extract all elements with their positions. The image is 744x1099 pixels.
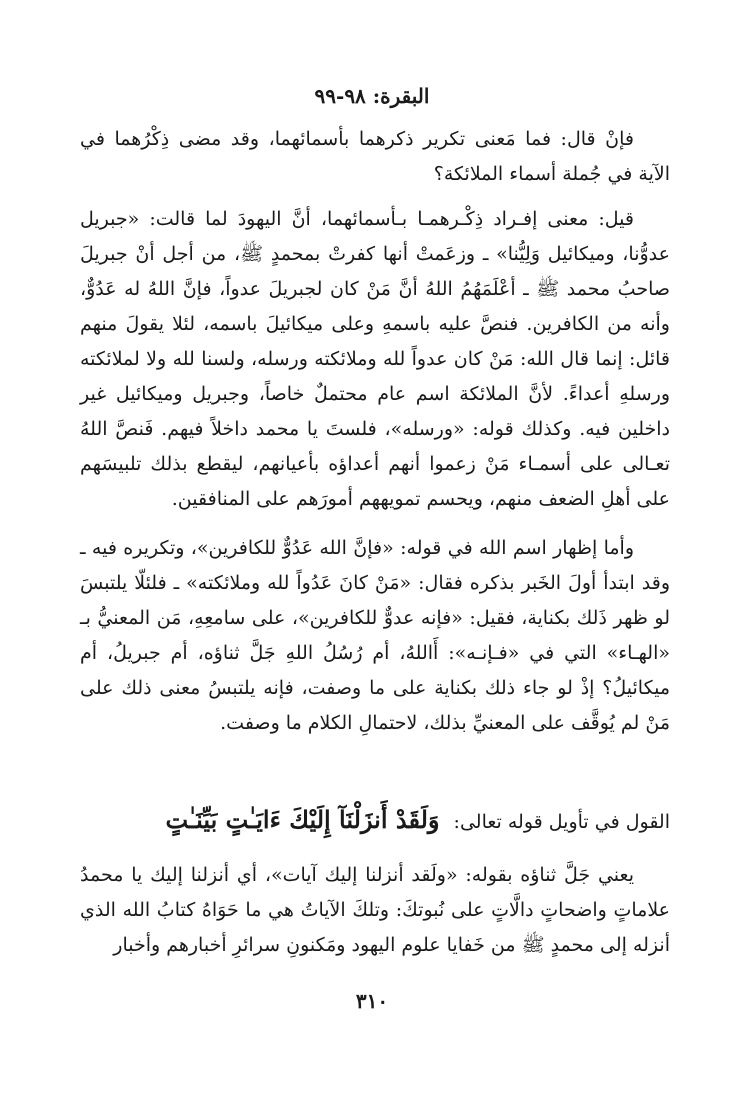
page-number: ٣١٠ xyxy=(355,989,389,1013)
paragraph-interpretation xyxy=(80,858,670,963)
paragraph-text: يعني جَلَّ ثناؤه بقوله: «ولَقد أنزلنا إليك آيات»، أي أنزلنا إليك يا محمدُ علاماتٍ واضحاتٍ دالَّاتٍ على نُبوتكَ: وتلكَ الآياتُ هي ما حَوَاهُ كتابُ الله الذي أنزله إلى محمدٍ ﷺ من خَفايا علوم اليهود ومَكنونِ سرائرِ أخبارهم وأخبار xyxy=(80,864,670,956)
paragraph-text: قيل: معنى إفـراد ذِكْـرهمـا بـأسمائهما، أنَّ اليهودَ لما قالت: «جبريل عدوُّنا، وميكائيل وَلِيُّنا» ـ وزعَمتْ أنها كفرتْ بمحمدٍ ﷺ، من أجل أنْ جبريلَ صاحبُ محمد ﷺ ـ أعْلَمَهُمُ اللهُ أنَّ مَنْ كان لجبريلَ عدواً، فإنَّ اللهُ له عَدُوٌّ، وأنه من الكافرين. فنصَّ عليه باسمهِ وعلى ميكائيلَ باسمه، لئلا يقولَ منهم قائل: إنما قال الله: مَنْ كان عدواً لله وملائكته ورسله، ولسنا لله ولا لملائكته ورسلهِ أعداءً. لأنَّ الملائكة اسم عام محتملٌ خاصاً، وجبريل وميكائيل غير داخلين فيه. وكذلك قوله: «ورسله»، فلستَ يا محمد داخلاً فيهم. فَنصَّ اللهُ تعـالى على أسمـاء مَنْ زعموا أنهم أعداؤه بأعيانهم، ليقطع بذلك تلبيسَهم على أهلِ الضعف منهم، ويحسم تمويههم أمورَهم على المنافقين. xyxy=(80,208,670,510)
paragraph-explanation xyxy=(80,531,670,741)
paragraph-text: وأما إظهار اسم الله في قوله: «فإنَّ الله عَدُوٌّ للكافرين»، وتكريره فيه ـ وقد ابتدأ أولَ الخَبر بذكره فقال: «مَنْ كانَ عَدُواً لله وملائكته» ـ فلئلّا يلتبسَ لو ظهر ذَلك بكناية، فقيل: «فإنه عدوٌّ للكافرين»، على سامعِهِ، مَن المعنيُّ بـ «الهـاء» التي في «فـإنـه»: أَاللهُ، أم رُسُلُ اللهِ جَلَّ ثناؤه، أم جبريلُ، أم ميكائيلُ؟ إذْ لو جاء ذلك بكناية على ما وصفت، فإنه يلتبسُ معنى ذلك على مَنْ لم يُوقَّف على المعنيِّ بذلك، لاحتمالِ الكلام ما وصفت. xyxy=(80,537,670,734)
section-heading-label: القول في تأويل قوله تعالى: xyxy=(453,811,670,833)
section-heading xyxy=(80,800,670,842)
running-head: البقرة: ٩٨-٩٩ xyxy=(314,84,430,108)
paragraph-answer xyxy=(80,202,670,517)
quran-verse: وَلَقَدْ أَنزَلْنَآ إِلَيْكَ ءَايَـٰتٍ بَيِّنَـٰتٍ xyxy=(165,805,440,834)
paragraph-text: فإنْ قال: فما مَعنى تكرير ذكرهما بأسمائهما، وقد مضى ذِكْرُهما في الآية في جُملة أسماء الملائكة؟ xyxy=(80,128,670,185)
paragraph-question xyxy=(80,122,670,192)
